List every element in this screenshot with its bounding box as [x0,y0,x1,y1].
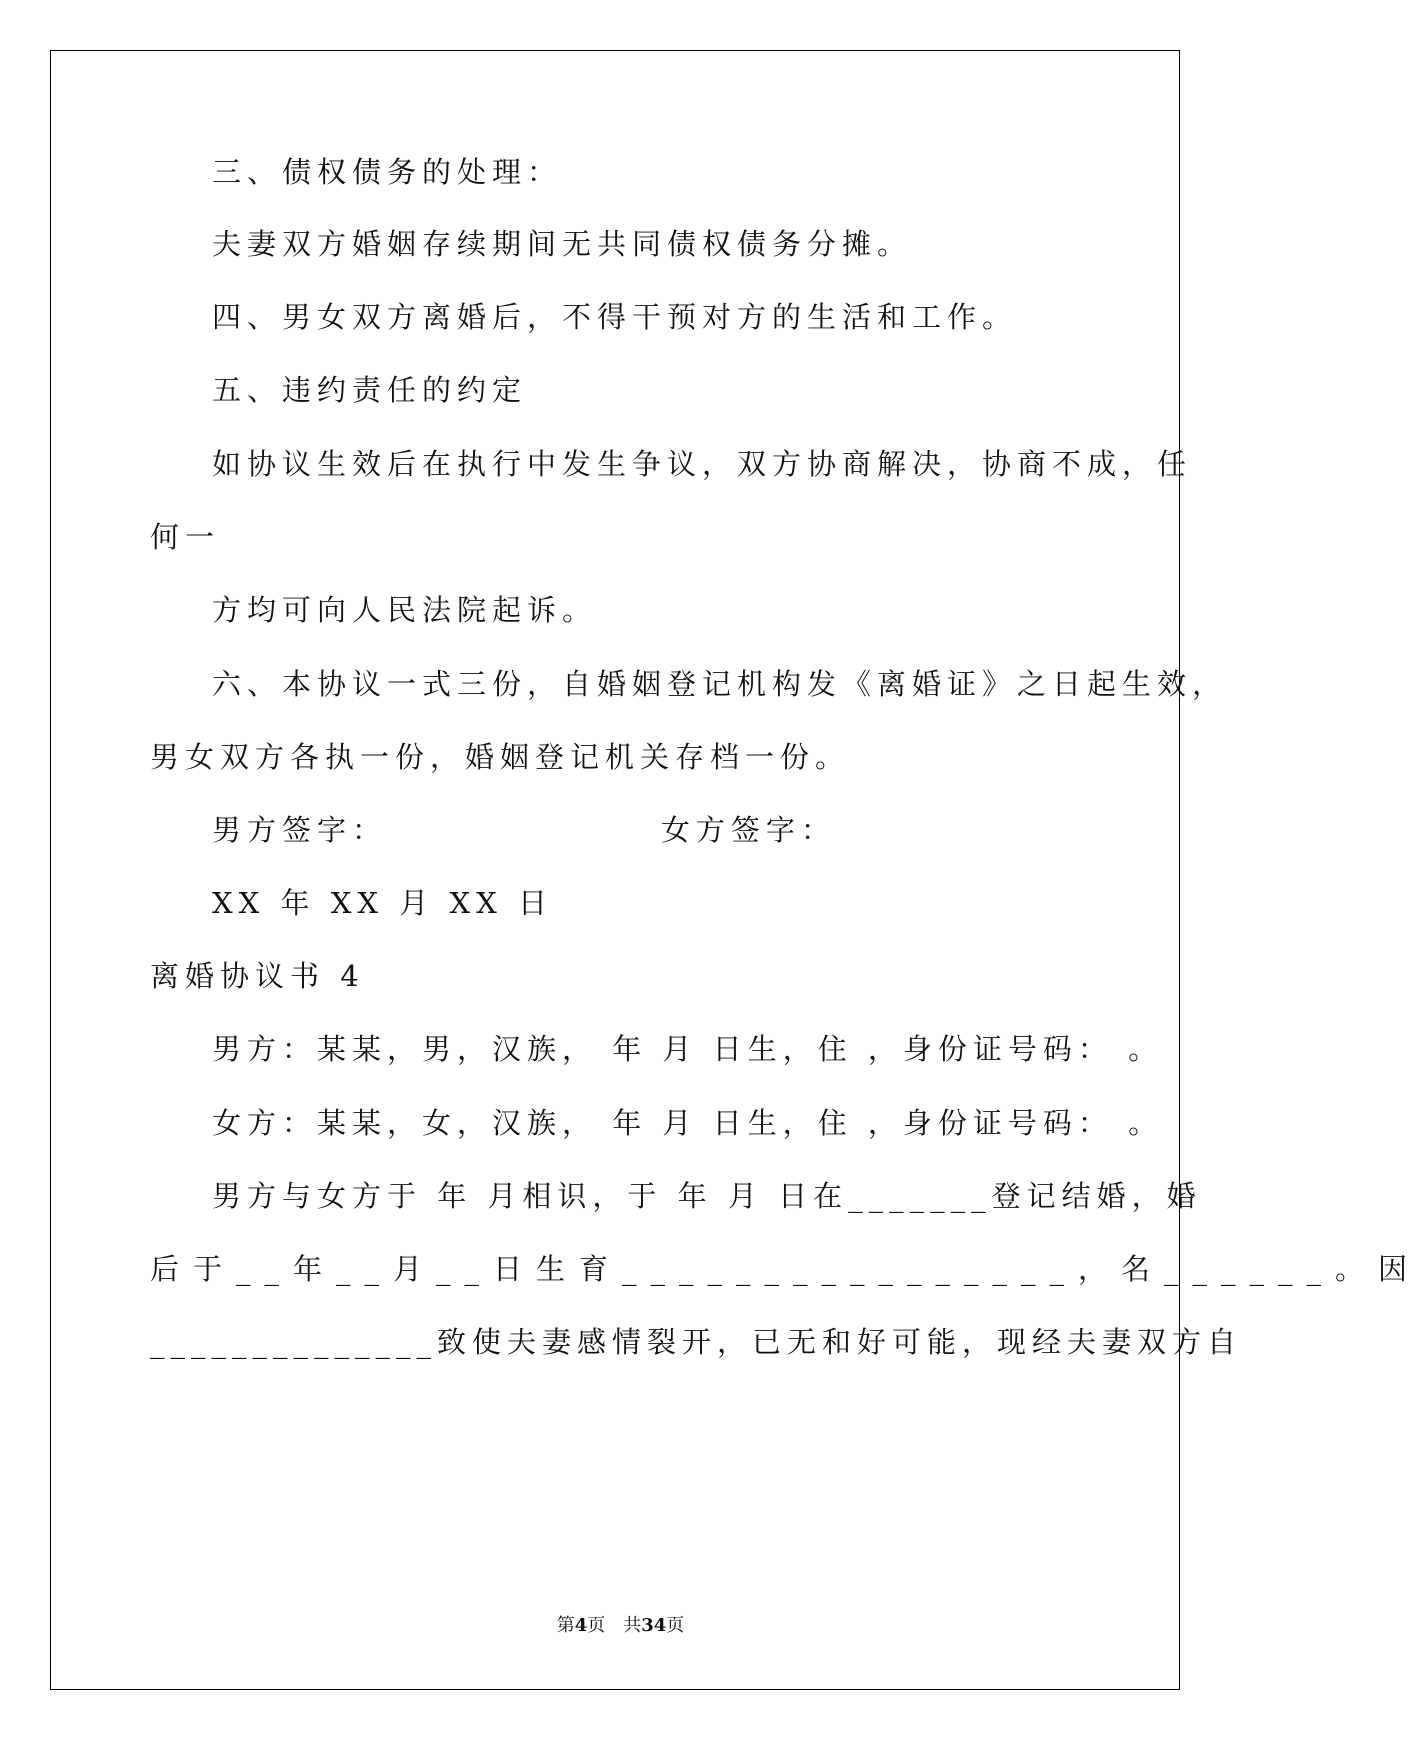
section-6-line1: 六、本协议一式三份，自婚姻登记机构发《离婚证》之日起生效， [212,667,1228,701]
page-border [50,50,1180,1690]
section-3-heading: 三、债权债务的处理： [212,155,563,189]
section-4-heading: 四、男女双方离婚后，不得干预对方的生活和工作。 [212,300,1018,334]
paragraph-dispute-line3: 方均可向人民法院起诉。 [212,593,598,627]
footer-suffix: 页 [666,1615,685,1636]
signature-line: 男方签字： 女方签字： [212,813,836,847]
footer-page-number: 4 [574,1615,588,1636]
footer-mid: 页 共 [587,1615,642,1636]
marriage-paragraph-line3: ______________致使夫妻感情裂开，已无和好可能，现经夫妻双方自 [150,1325,1243,1359]
marriage-paragraph-line2: 后于__年__月__日生育________________，名______。因 [150,1252,1421,1286]
section-6-line2: 男女双方各执一份，婚姻登记机关存档一份。 [150,740,851,774]
section-5-heading: 五、违约责任的约定 [212,373,528,407]
footer-prefix: 第 [556,1615,575,1636]
agreement-title: 离婚协议书 4 [150,959,365,993]
date-line: XX 年 XX 月 XX 日 [212,886,553,920]
wife-info: 女方：某某，女，汉族， 年 月 日生，住 ，身份证号码： 。 [212,1106,1164,1140]
marriage-paragraph-line1: 男方与女方于 年 月相识，于 年 月 日在_______登记结婚，婚 [212,1179,1202,1213]
paragraph-debts: 夫妻双方婚姻存续期间无共同债权债务分摊。 [212,227,913,261]
husband-info: 男方：某某，男，汉族， 年 月 日生，住 ，身份证号码： 。 [212,1032,1164,1066]
paragraph-dispute-line2: 何一 [150,520,221,554]
paragraph-dispute-line1: 如协议生效后在执行中发生争议，双方协商解决，协商不成，任 [212,447,1193,481]
footer-total-pages: 34 [641,1615,667,1636]
page-footer [0,1617,1241,1635]
